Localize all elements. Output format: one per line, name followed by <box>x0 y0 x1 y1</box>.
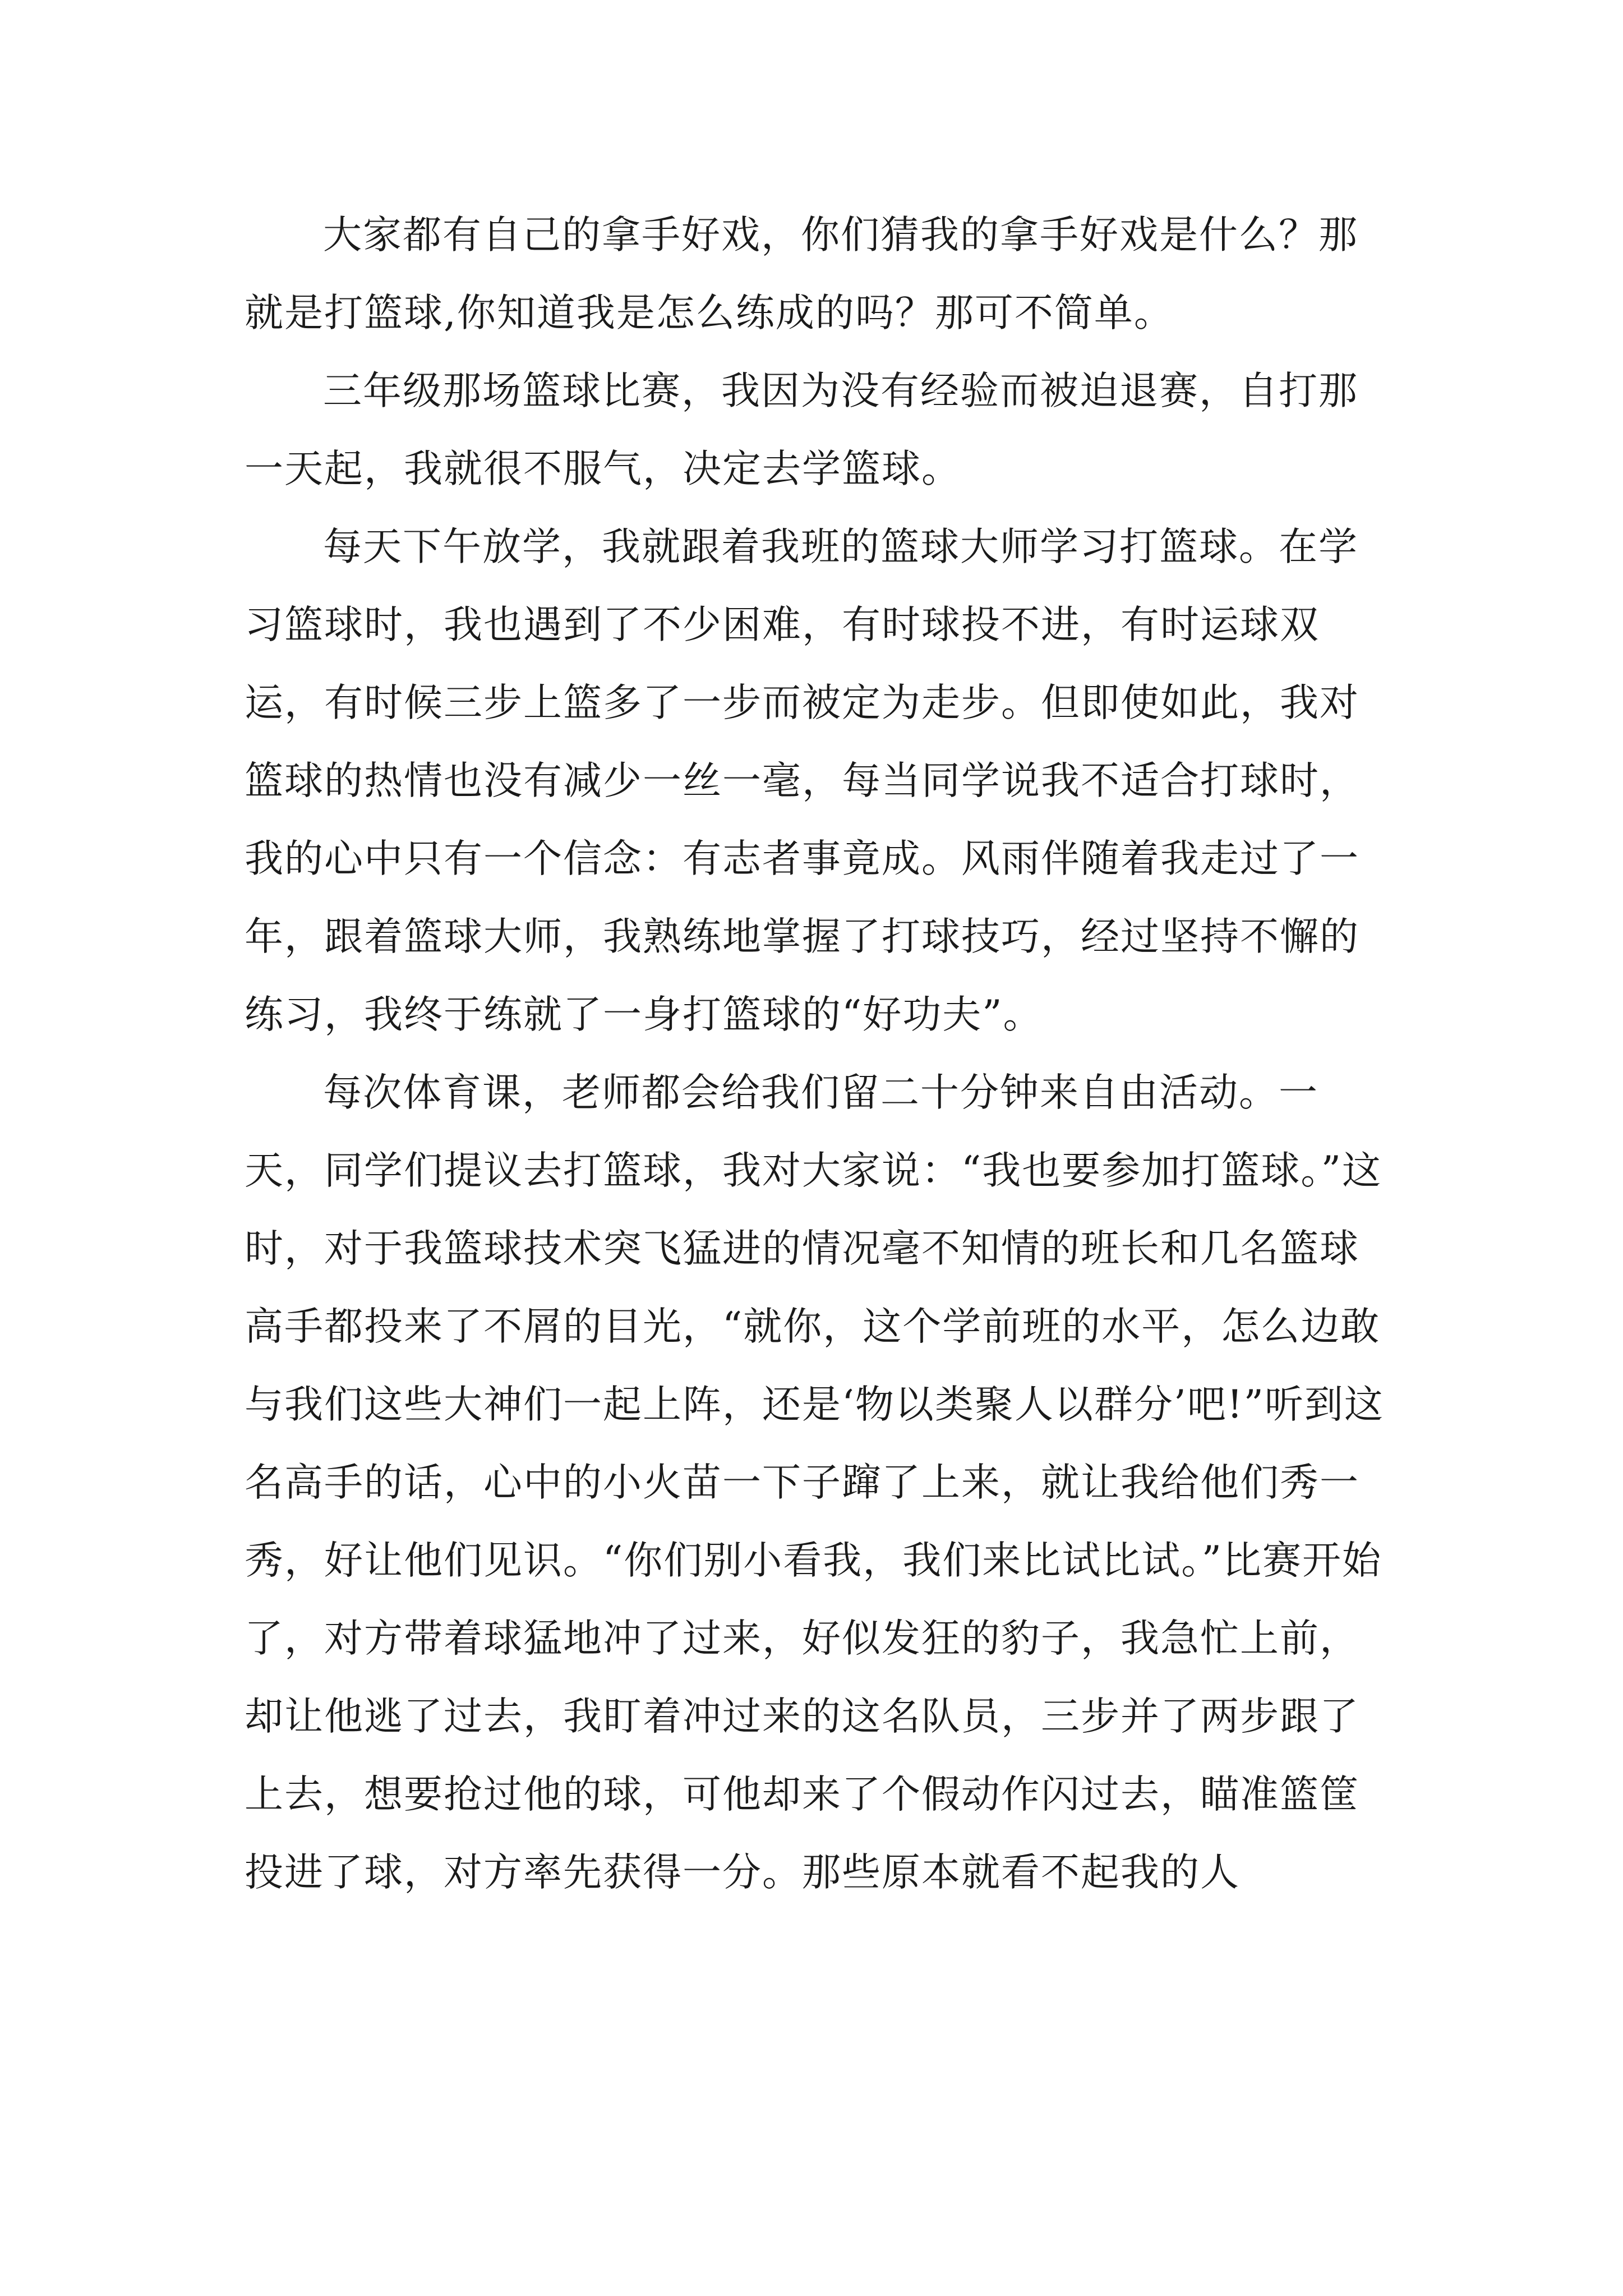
essay-body <box>245 196 1389 1912</box>
paragraph-1: 大家都有自己的拿手好戏，你们猜我的拿手好戏是什么？那就是打篮球,你知道我是怎么练成的吗？那可不简单。 <box>245 213 1358 335</box>
paragraph-3: 每天下午放学，我就跟着我班的篮球大师学习打篮球。在学习篮球时，我也遇到了不少困难，有时球投不进，有时运球双运，有时候三步上篮多了一步而被定为走步。但即使如此，我对篮球的热情也没有减少一丝一毫，每当同学说我不适合打球时，我的心中只有一个信念：有志者事竟成。风雨伴随着我走过了一年，跟着篮球大师，我熟练地掌握了打球技巧，经过坚持不懈的练习，我终于练就了一身打篮球的“好功夫”。 <box>245 524 1359 1037</box>
paragraph-4: 每次体育课，老师都会给我们留二十分钟来自由活动。一天，同学们提议去打篮球，我对大家说：“我也要参加打篮球。”这时，对于我篮球技术突飞猛进的情况毫不知情的班长和几名篮球高手都投来了不屑的目光，“就你，这个学前班的水平，怎么边敢与我们这些大神们一起上阵，还是‘物以类聚人以群分’吧!”听到这名高手的话，心中的小火苗一下子蹿了上来，就让我给他们秀一秀，好让他们见识。“你们别小看我，我们来比试比试。”比赛开始了，对方带着球猛地冲了过来，好似发狂的豹子，我急忙上前，却让他逃了过去，我盯着冲过来的这名队员，三步并了两步跟了上去，想要抢过他的球，可他却来了个假动作闪过去，瞄准篮筐投进了球，对方率先获得一分。那些原本就看不起我的人 <box>245 1070 1384 1895</box>
paragraph-2: 三年级那场篮球比赛，我因为没有经验而被迫退赛，自打那一天起，我就很不服气，决定去学篮球。 <box>245 369 1358 491</box>
